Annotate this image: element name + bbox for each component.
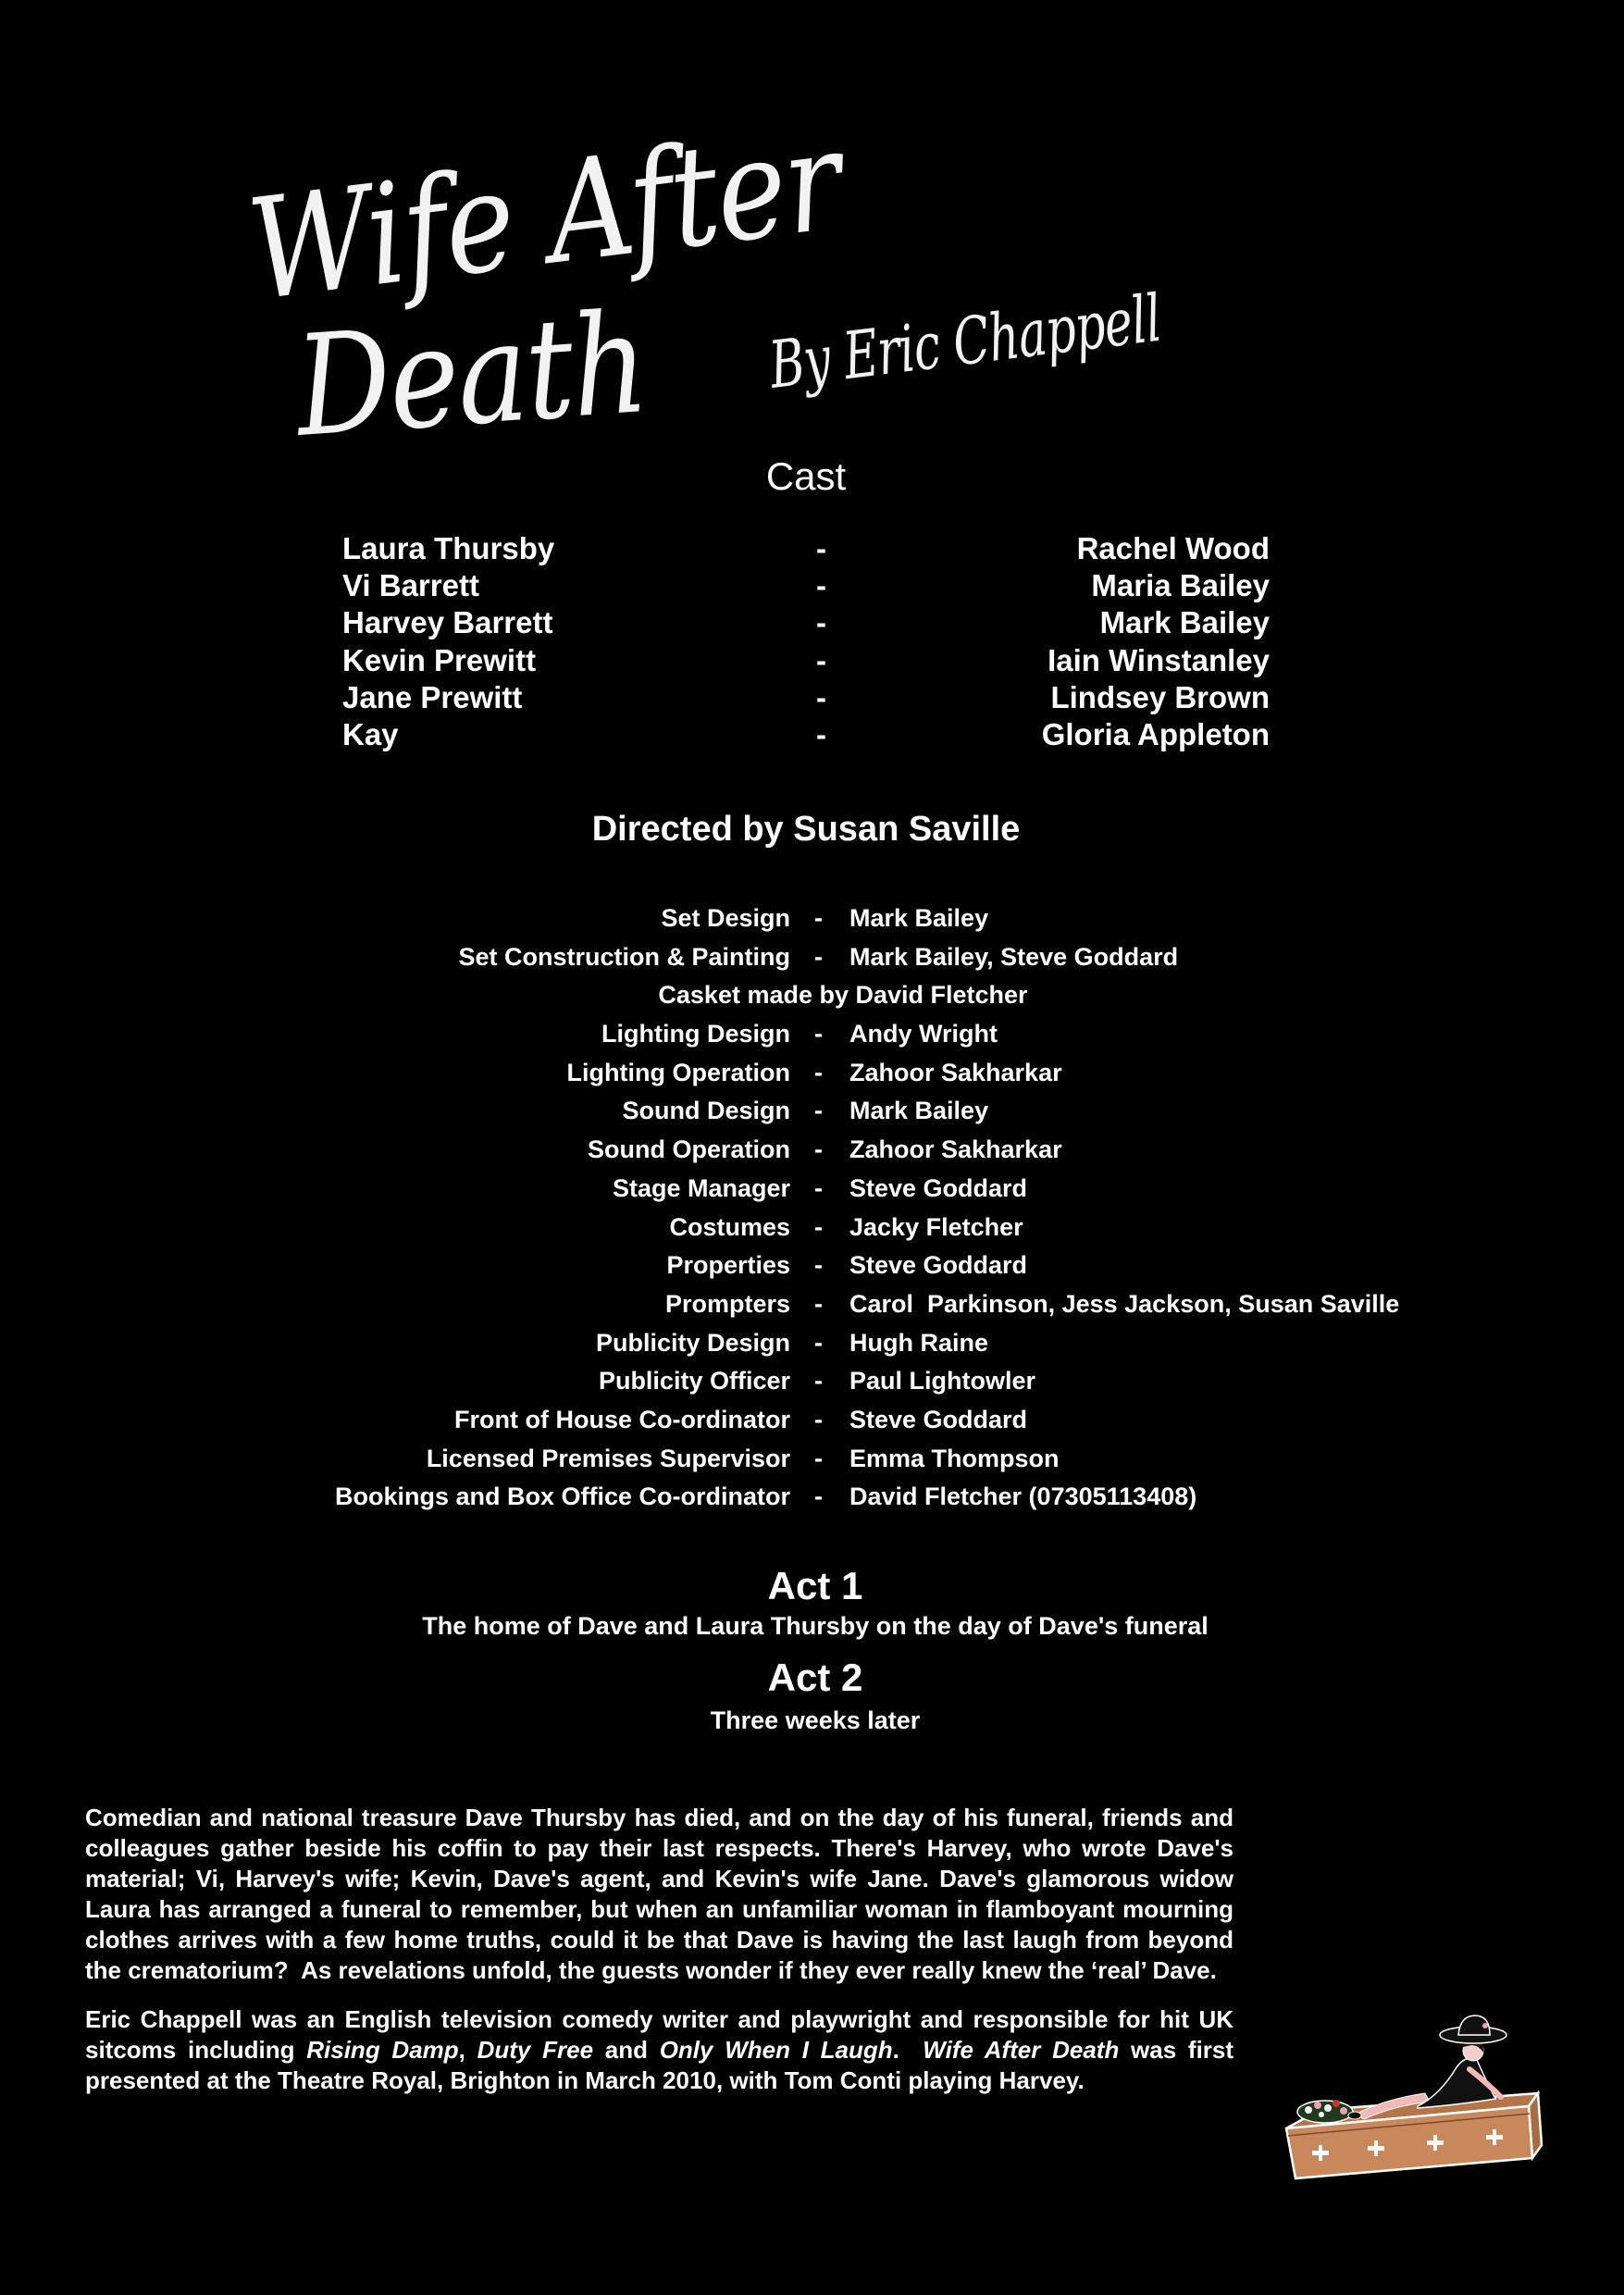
crew-row (0, 1324, 1624, 1363)
cast-row (342, 530, 1270, 567)
crew-label: Front of House Co-ordinator (454, 1405, 790, 1433)
author-bio-paragraph (85, 2004, 1241, 2096)
cast-separator: - (816, 716, 826, 751)
title-line-1: Wife After (241, 99, 849, 332)
bio-text: Eric Chappell was an English television comedy writer and playwright and responsible for hit UK sitcoms including (85, 2005, 1241, 2064)
bio-play-title: Wife After Death (923, 2036, 1120, 2064)
crew-value: Carol Parkinson, Jess Jackson, Susan Saville (849, 1289, 1400, 1318)
crew-label: Publicity Officer (598, 1367, 790, 1396)
crew-separator: - (814, 1212, 823, 1241)
crew-value: Hugh Raine (849, 1328, 989, 1357)
crew-label: Prompters (664, 1289, 790, 1318)
crew-row (0, 1247, 1624, 1285)
crew-separator: - (814, 1289, 823, 1318)
cast-actor: Mark Bailey (1099, 605, 1270, 640)
act-1-title: Act 1 (767, 1564, 863, 1607)
crew-row (0, 899, 1624, 938)
crew-separator: - (814, 1173, 823, 1202)
cast-actor: Rachel Wood (1076, 531, 1270, 565)
cast-actor: Gloria Appleton (1041, 716, 1270, 751)
cast-list (342, 530, 1270, 753)
crew-label: Lighting Operation (566, 1058, 790, 1086)
crew-separator: - (814, 904, 823, 932)
bio-text: and (593, 2036, 660, 2064)
casket-credit: Casket made by David Fletcher (658, 981, 1028, 1010)
crew-list (0, 899, 1624, 1517)
flower-wreath (1297, 2100, 1353, 2123)
crew-label: Bookings and Box Office Co-ordinator (334, 1482, 790, 1511)
crew-row (0, 1015, 1624, 1054)
crew-label: Set Construction & Painting (458, 942, 790, 971)
act-1-setting: The home of Dave and Laura Thursby on the day of Dave's funeral (422, 1612, 1209, 1640)
crew-value: Steve Goddard (849, 1405, 1028, 1433)
crew-value: Steve Goddard (849, 1251, 1028, 1280)
crew-separator: - (814, 1482, 823, 1511)
crew-value: David Fletcher (07305113408) (849, 1482, 1197, 1511)
crew-label: Set Design (661, 904, 790, 932)
crew-separator: - (814, 1097, 823, 1125)
crew-value: Mark Bailey (849, 904, 989, 932)
crew-row (0, 1401, 1624, 1440)
cast-separator: - (816, 568, 826, 603)
crew-row (0, 1170, 1624, 1209)
hat-flower (1482, 2023, 1488, 2028)
cast-separator: - (816, 642, 826, 677)
crew-row (0, 1362, 1624, 1401)
crew-row (0, 938, 1624, 977)
cast-row (342, 567, 1270, 604)
crew-row (0, 1092, 1624, 1131)
cast-row (342, 642, 1270, 679)
crew-value: Steve Goddard (849, 1173, 1028, 1202)
cast-role: Laura Thursby (342, 531, 555, 565)
crew-label: Sound Design (622, 1097, 790, 1125)
bio-show-title: Rising Damp (306, 2036, 459, 2064)
crew-row (0, 1054, 1624, 1093)
act-2-setting: Three weeks later (710, 1706, 921, 1734)
crew-row (0, 1131, 1624, 1170)
title-line-2: Death (291, 282, 652, 468)
crew-label: Lighting Design (601, 1020, 790, 1048)
cast-actor: Iain Winstanley (1048, 642, 1270, 677)
cast-role: Kay (342, 716, 399, 751)
crew-row (0, 1440, 1624, 1479)
bio-show-title: Duty Free (477, 2036, 594, 2064)
crew-value: Zahoor Sakharkar (849, 1135, 1062, 1164)
synopsis-paragraph: Comedian and national treasure Dave Thursby has died, and on the day of his funeral, friends and colleagues gather beside his coffin to pay their last respects. There's Harvey, who wrote Dave's material; Vi, Harvey's wife; Kevin, Dave's agent, and Kevin's wife Jane. Dave's glamorous widow Laura has arranged a funeral to remember, but when an unfamiliar woman in flamboyant mourning clothes arrives with a few home truths, could it be that Dave is having the last laugh from beyond the crematorium? As revelations unfold, the guests wonder if they ever really knew the ‘real’ Dave. (85, 1804, 1241, 1984)
crew-value: Zahoor Sakharkar (849, 1058, 1062, 1086)
bio-text: . (892, 2036, 924, 2064)
director-credit: Directed by Susan Saville (591, 810, 1021, 849)
crew-separator: - (814, 1058, 823, 1086)
crew-note-row (0, 976, 1624, 1015)
crew-label: Sound Operation (588, 1135, 790, 1164)
crew-value: Mark Bailey (849, 1097, 989, 1125)
crew-separator: - (814, 1405, 823, 1433)
cast-separator: - (816, 605, 826, 640)
crew-label: Costumes (669, 1212, 790, 1241)
bio-text: , (458, 2036, 477, 2064)
cast-separator: - (816, 679, 826, 714)
crew-separator: - (814, 1020, 823, 1048)
casket-with-reclining-widow-icon (1277, 2010, 1545, 2181)
crew-row (0, 1478, 1624, 1517)
cast-role: Harvey Barrett (342, 605, 553, 640)
crew-label: Properties (666, 1251, 790, 1280)
crew-separator: - (814, 1135, 823, 1164)
cast-row (342, 716, 1270, 753)
crew-separator: - (814, 1367, 823, 1396)
crew-value: Andy Wright (849, 1020, 998, 1048)
cast-row (342, 679, 1270, 716)
synopsis (85, 1803, 1241, 2096)
crew-separator: - (814, 942, 823, 971)
crew-value: Emma Thompson (849, 1444, 1060, 1472)
cast-actor: Lindsey Brown (1050, 679, 1270, 714)
bio-show-title: Only When I Laugh (659, 2036, 893, 2064)
cast-row (342, 604, 1270, 641)
cast-role: Kevin Prewitt (342, 642, 537, 677)
crew-value: Paul Lightowler (849, 1367, 1036, 1396)
cast-heading: Cast (765, 454, 847, 498)
crew-row (0, 1285, 1624, 1324)
crew-separator: - (814, 1251, 823, 1280)
crew-separator: - (814, 1328, 823, 1357)
title-byline: By Eric Chappell (765, 279, 1165, 403)
cast-actor: Maria Bailey (1091, 568, 1270, 603)
crew-label: Publicity Design (595, 1328, 790, 1357)
crew-label: Stage Manager (612, 1173, 790, 1202)
cast-role: Vi Barrett (342, 568, 479, 603)
bio-text: was first presented at the Theatre Royal, Brighton in March 2010, with Tom Conti playing Harvey. (85, 2036, 1241, 2094)
crew-row (0, 1209, 1624, 1247)
crew-label: Licensed Premises Supervisor (426, 1444, 790, 1472)
cast-role: Jane Prewitt (342, 679, 523, 714)
crew-value: Mark Bailey, Steve Goddard (849, 942, 1179, 971)
crew-separator: - (814, 1444, 823, 1472)
cast-separator: - (816, 531, 826, 565)
act-2-title: Act 2 (767, 1656, 863, 1699)
crew-value: Jacky Fletcher (849, 1212, 1023, 1241)
widow-shoe (1348, 2112, 1361, 2119)
